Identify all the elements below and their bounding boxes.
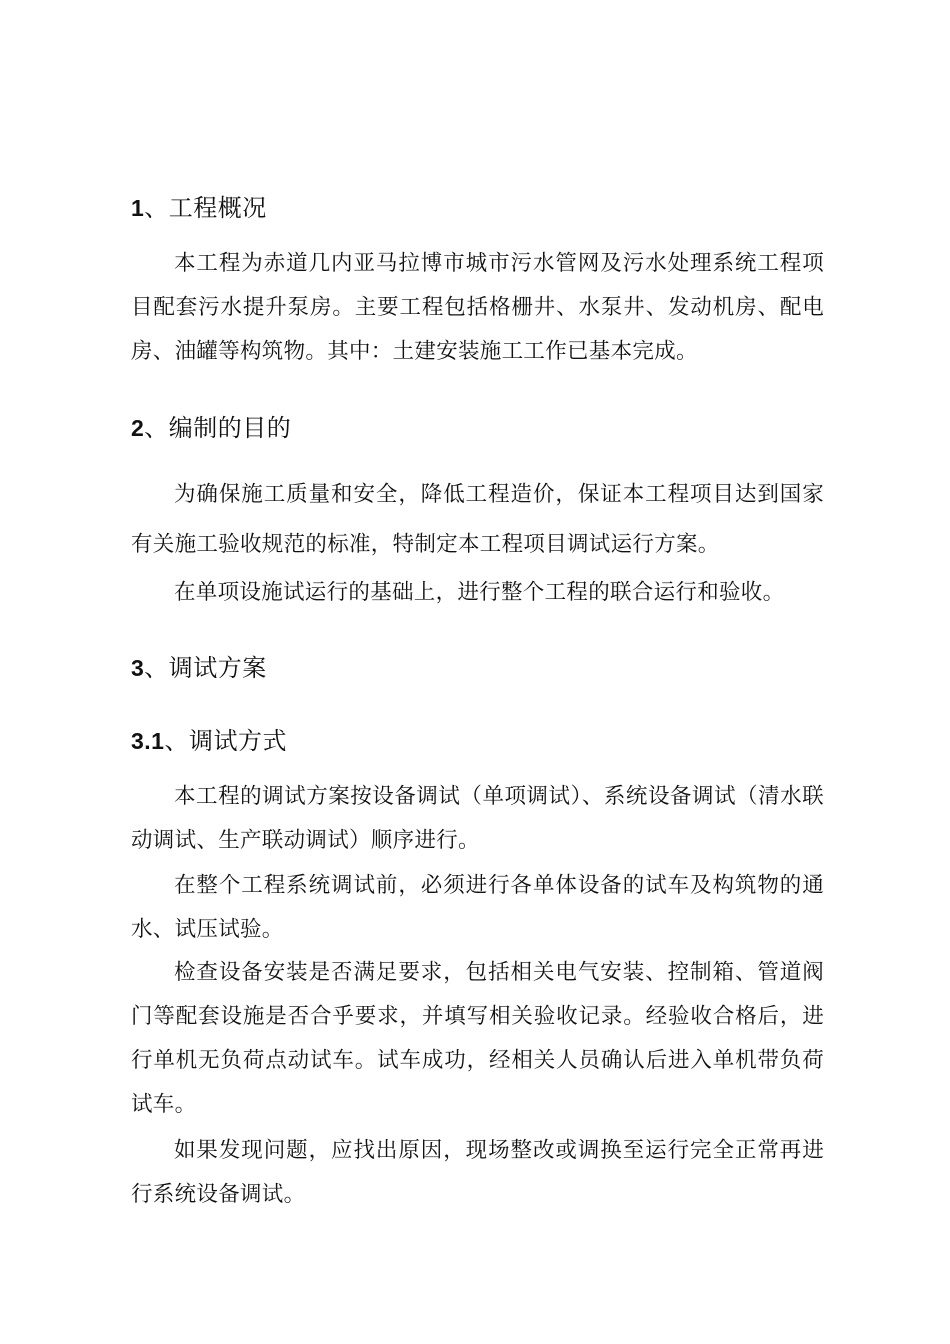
section-2-heading [131,412,291,444]
section-3-number: 3 [131,655,145,681]
section-1-paragraph-1: 本工程为赤道几内亚马拉博市城市污水管网及污水处理系统工程项目配套污水提升泵房。主要工程包括格栅井、水泵井、发动机房、配电房、油罐等构筑物。其中：土建安装施工工作已基本完成。 [131,251,824,364]
section-2-paragraph-2: 在单项设施试运行的基础上，进行整个工程的联合运行和验收。 [174,580,785,605]
section-3-title: 、调试方案 [144,654,267,682]
section-3-1-heading [131,725,287,757]
section-1-heading [131,192,267,224]
section-1-number: 1 [131,195,145,221]
section-3-1-paragraph-3: 检查设备安装是否满足要求，包括相关电气安装、控制箱、管道阀门等配套设施是否合乎要求，并填写相关验收记录。经验收合格后，进行单机无负荷点动试车。试车成功，经相关人员确认后进入单机带负荷试车。 [131,960,824,1117]
section-2-paragraph-1: 为确保施工质量和安全，降低工程造价，保证本工程项目达到国家有关施工验收规范的标准，特制定本工程项目调试运行方案。 [131,482,824,557]
section-1-title: 、工程概况 [144,194,267,222]
section-3-1-paragraph-4: 如果发现问题，应找出原因，现场整改或调换至运行完全正常再进行系统设备调试。 [131,1138,824,1207]
section-3-1-title: 、调试方式 [164,727,287,755]
section-2-title: 、编制的目的 [144,414,292,442]
section-3-1-number: 3.1 [131,728,165,754]
section-3-1-paragraph-2: 在整个工程系统调试前，必须进行各单体设备的试车及构筑物的通水、试压试验。 [131,873,824,942]
section-3-heading [131,652,267,684]
section-2-number: 2 [131,415,145,441]
section-3-1-paragraph-1: 本工程的调试方案按设备调试（单项调试）、系统设备调试（清水联动调试、生产联动调试）顺序进行。 [131,784,824,853]
